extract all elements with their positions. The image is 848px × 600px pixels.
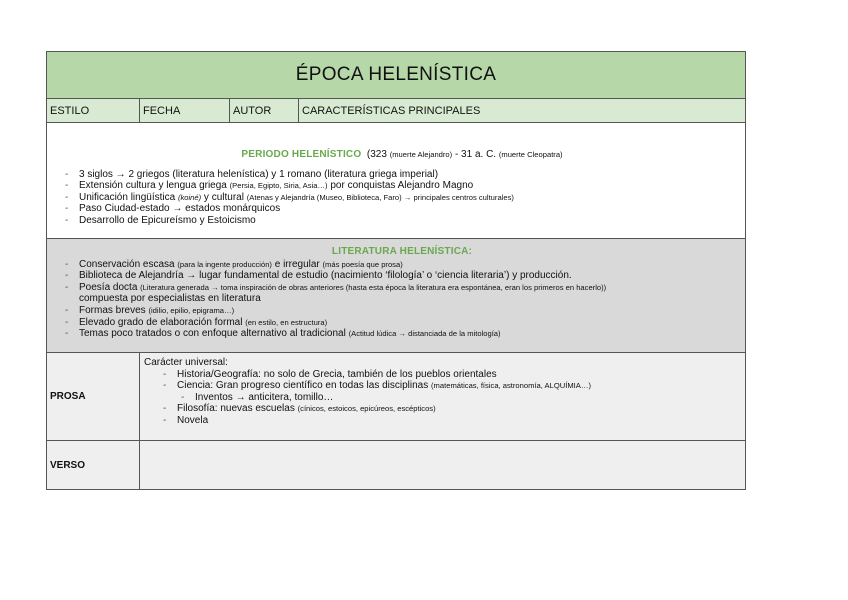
prosa-row <box>47 353 745 441</box>
prosa-sublist <box>144 392 591 404</box>
periodo-dates-a: (323 <box>366 149 390 160</box>
verso-row <box>47 441 745 489</box>
header-estilo: ESTILO <box>47 99 140 122</box>
list-item: - Novela <box>163 415 591 427</box>
list-item: - Temas poco tratados o con enfoque alternativo al tradicional (Actitud lúdica → distanciada de la mitología) <box>65 328 739 340</box>
list-item: - Extensión cultura y lengua griega (Persia, Egipto, Siria, Asia…) por conquistas Alejandro Magno <box>65 180 739 192</box>
literatura-list <box>65 259 739 340</box>
title-row <box>47 52 745 99</box>
periodo-heading-line <box>65 149 739 161</box>
list-item: - Desarrollo de Epicureísmo y Estoicismo <box>65 215 739 227</box>
prosa-intro: Carácter universal: <box>144 357 228 368</box>
literatura-section <box>47 239 745 353</box>
prosa-list-2 <box>144 403 591 426</box>
list-item: - Formas breves (idilio, epilio, epigrama…) <box>65 305 739 317</box>
periodo-heading: PERIODO HELENÍSTICO <box>241 149 362 160</box>
list-item: - Historia/Geografía: no solo de Grecia, también de los pueblos orientales <box>163 369 591 381</box>
prosa-list <box>144 369 591 392</box>
list-item: - Filosofía: nuevas escuelas (cínicos, estoicos, epicúreos, escépticos) <box>163 403 591 415</box>
list-item: - Ciencia: Gran progreso científico en todas las disciplinas (matemáticas, física, astronomía, ALQUÍMIA…) <box>163 380 591 392</box>
periodo-dates-c: - 31 a. C. <box>452 149 499 160</box>
list-item: - 3 siglos → 2 griegos (literatura helenística) y 1 romano (literatura griega imperial) <box>65 169 739 181</box>
verso-content <box>140 441 745 489</box>
header-autor: AUTOR <box>230 99 299 122</box>
hellenistic-table <box>46 51 746 490</box>
list-item: - Elevado grado de elaboración formal (en estilo, en estructura) <box>65 317 739 329</box>
list-item: - Poesía docta (Literatura generada → toma inspiración de obras anteriores (hasta esta época la literatura era espontánea, eran los primeros en hacerlo)) compuesta por especialistas en literatura <box>65 282 739 305</box>
header-caracteristicas: CARACTERÍSTICAS PRINCIPALES <box>302 104 481 117</box>
table-title: ÉPOCA HELENÍSTICA <box>295 64 497 85</box>
periodo-dates-d: (muerte Cleopatra) <box>498 150 563 159</box>
prosa-label: PROSA <box>47 353 140 440</box>
literatura-heading: LITERATURA HELENÍSTICA: <box>331 246 473 257</box>
list-item: - Conservación escasa (para la ingente producción) e irregular (más poesía que prosa) <box>65 259 739 271</box>
header-fecha: FECHA <box>140 99 230 122</box>
verso-label: VERSO <box>47 441 140 489</box>
header-row <box>47 99 745 123</box>
list-item: - Paso Ciudad-estado → estados monárquicos <box>65 203 739 215</box>
prosa-content <box>140 353 591 440</box>
list-item: - Biblioteca de Alejandría → lugar fundamental de estudio (nacimiento ‘filología’ o ‘ciencia literaria’) y producción. <box>65 270 739 282</box>
list-item: - Unificación lingüística (koiné) y cultural (Atenas y Alejandría (Museo, Biblioteca, Faro) → principales centros culturales) <box>65 192 739 204</box>
literatura-heading-line <box>65 246 739 258</box>
periodo-section <box>47 123 745 239</box>
list-item: - Inventos → anticitera, tomillo… <box>181 392 591 404</box>
periodo-dates-b: (muerte Alejandro) <box>389 150 453 159</box>
periodo-list <box>65 169 739 227</box>
